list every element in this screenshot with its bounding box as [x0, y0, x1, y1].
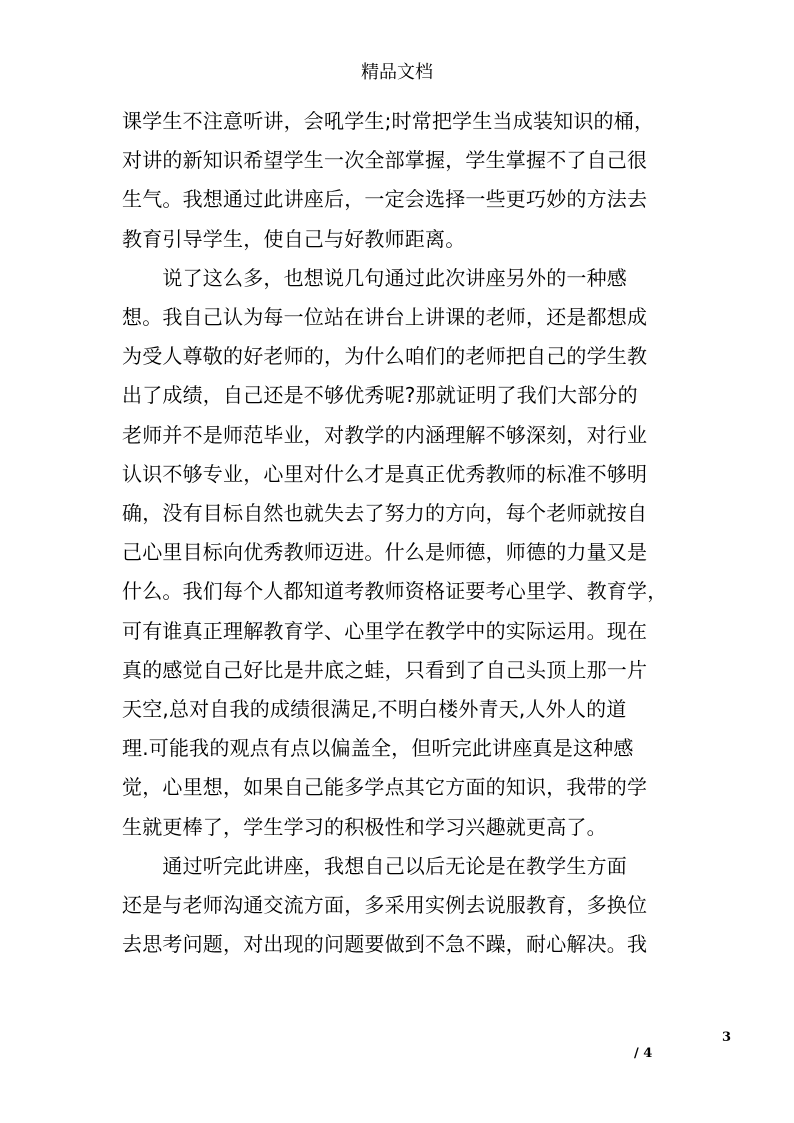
text-line: 理.可能我的观点有点以偏盖全，但听完此讲座真是这种感: [122, 736, 634, 761]
text-line: 可有谁真正理解教育学、心里学在教学中的实际运用。现在: [122, 618, 648, 643]
text-line: 课学生不注意听讲，会吼学生;时常把学生当成装知识的桶，: [122, 109, 655, 133]
text-line: 想。我自己认为每一位站在讲台上讲课的老师，还是都想成: [122, 305, 648, 329]
text-line: 生就更棒了，学生学习的积极性和学习兴趣就更高了。: [122, 814, 607, 839]
document-header-title: 精品文档: [361, 62, 433, 83]
text-line: 确，没有目标自然也就失去了努力的方向，每个老师就按自: [122, 501, 648, 525]
text-line: 教育引导学生，使自己与好教师距离。: [122, 226, 466, 251]
text-line: 老师并不是师范毕业，对教学的内涵理解不够深刻，对行业: [122, 422, 648, 447]
page-number: 3: [722, 1030, 732, 1045]
text-line: 说了这么多，也想说几句通过此次讲座另外的一种感: [122, 265, 627, 290]
text-line: 出了成绩，自己还是不够优秀呢?那就证明了我们大部分的: [122, 383, 638, 408]
text-line: 还是与老师沟通交流方面，多采用实例去说服教育，多换位: [122, 893, 648, 917]
text-line: 真的感觉自己好比是井底之蛙，只看到了自己头顶上那一片: [122, 657, 648, 682]
text-line: 什么。我们每个人都知道考教师资格证要考心里学、教育学，: [122, 579, 668, 604]
text-line: 觉，心里想，如果自己能多学点其它方面的知识，我带的学: [122, 775, 648, 800]
text-line: 认识不够专业，心里对什么才是真正优秀教师的标准不够明: [122, 461, 648, 486]
page-total: / 4: [634, 1046, 653, 1061]
text-line: 生气。我想通过此讲座后，一定会选择一些更巧妙的方法去: [122, 187, 648, 212]
text-line: 为受人尊敬的好老师的，为什么咱们的老师把自己的学生教: [122, 344, 648, 369]
text-line: 去思考问题，对出现的问题要做到不急不躁，耐心解决。我: [122, 932, 648, 957]
text-line: 己心里目标向优秀教师迈进。什么是师德，师德的力量又是: [122, 540, 648, 565]
text-line: 天空,总对自我的成绩很满足,不明白楼外青天,人外人的道: [122, 697, 627, 721]
text-line: 对讲的新知识希望学生一次全部掌握，学生掌握不了自己很: [122, 148, 648, 173]
text-line: 通过听完此讲座，我想自己以后无论是在教学生方面: [122, 853, 627, 878]
